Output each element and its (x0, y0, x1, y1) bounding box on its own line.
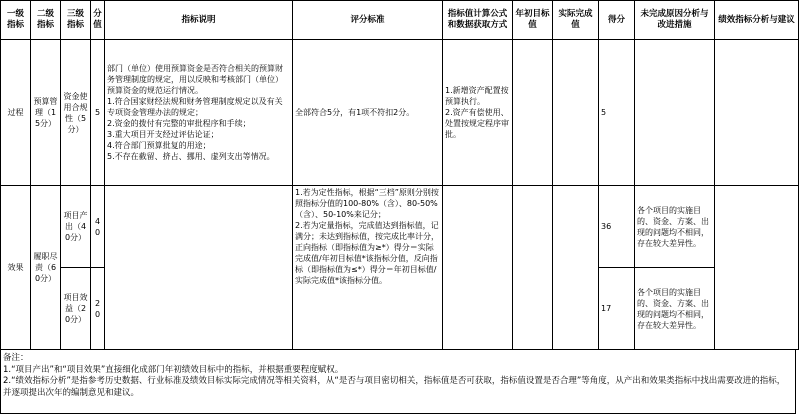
table-row (1, 40, 799, 186)
process-formula: 1.新增资产配置按预算执行。 2.资产有偿使用、处置按规定程序审批。 (443, 40, 513, 186)
effect-actual (553, 186, 599, 350)
note-item: 1.“项目产出”和“项目效果”直接细化成部门年初绩效目标中的指标，并根据重要程度赋权。 (3, 364, 344, 375)
header-description: 指标说明 (105, 1, 293, 40)
effect-benefit-score-value: 20 (91, 268, 105, 350)
header-l1: 一级指标 (1, 1, 31, 40)
effect-benefit-l3: 项目效益（20分） (61, 268, 91, 350)
header-actual: 实际完成值 (553, 1, 599, 40)
process-l1: 过程 (1, 40, 31, 186)
effect-advice (715, 186, 799, 350)
header-target: 年初目标值 (513, 1, 553, 40)
process-l3: 资金使用合规性（5分） (61, 40, 91, 186)
effect-output-reason: 各个项目的实施目的、资金、方案、出现的问题均不相同，存在较大差异性。 (635, 186, 715, 268)
effect-benefit-reason: 各个项目的实施目的、资金、方案、出现的问题均不相同，存在较大差异性。 (635, 268, 715, 350)
effect-description (105, 186, 293, 350)
header-reason: 未完成原因分析与改进措施 (635, 1, 715, 40)
effect-formula (443, 186, 513, 350)
effect-criteria: 1.若为定性指标，根据“三档”原则分别按照指标分值的100-80%（含）、80-50%（含）、50-10%来记分； 2.若为定量指标，完成值达到指标值，记满分；未达到指标值，按完成比率计分，正向指标（即指标值为≥*）得分＝实际完成值/年初目标值*该指标分值，反向指标（即指标值为≤*）得分＝年初目标值/实际完成值*该指标分值。 (293, 186, 443, 350)
effect-l1: 效果 (1, 186, 31, 350)
header-advice: 绩效指标分析与建议 (715, 1, 799, 40)
process-actual (553, 40, 599, 186)
effect-benefit-score: 17 (599, 268, 635, 350)
effect-l2: 履职尽责（60分） (31, 186, 61, 350)
effect-output-score: 36 (599, 186, 635, 268)
note-item: 2.“绩效指标分析”是指参考历史数据、行业标准及绩效目标实际完成情况等相关资料，从“是否与项目密切相关，指标值是否可获取，指标值设置是否合理”等角度，从产出和效果类指标中找出需要改进的指标，并逐项提出次年的编制意见和建议。 (3, 376, 786, 398)
effect-output-l3: 项目产出（40分） (61, 186, 91, 268)
effect-output-score-value: 40 (91, 186, 105, 268)
process-target (513, 40, 553, 186)
header-l3: 三级指标 (61, 1, 91, 40)
effect-target (513, 186, 553, 350)
header-score-value: 分值 (91, 1, 105, 40)
process-criteria: 全部符合5分，有1项不符扣2分。 (293, 40, 443, 186)
header-row (1, 1, 799, 40)
process-score-value: 5 (91, 40, 105, 186)
table-row (1, 186, 799, 268)
notes-title: 备注： (3, 353, 29, 363)
process-description: 部门（单位）使用预算资金是否符合相关的预算财务管理制度的规定，用以反映和考核部门（单位）预算资金的规范运行情况。 1.符合国家财经法规和财务管理制度规定以及有关专项资金管理办法的规定； 2.资金的拨付有完整的审批程序和手续； 3.重大项目开支经过评估论证； 4.符合部门预算批复的用途； 5.不存在截留、挤占、挪用、虚列支出等情况。 (105, 40, 293, 186)
process-advice (715, 40, 799, 186)
process-score: 5 (599, 40, 635, 186)
notes (0, 350, 796, 414)
header-score: 得分 (599, 1, 635, 40)
header-l2: 二级指标 (31, 1, 61, 40)
header-criteria: 评分标准 (293, 1, 443, 40)
process-l2: 预算管理（15分） (31, 40, 61, 186)
process-reason (635, 40, 715, 186)
header-formula: 指标值计算公式和数据获取方式 (443, 1, 513, 40)
